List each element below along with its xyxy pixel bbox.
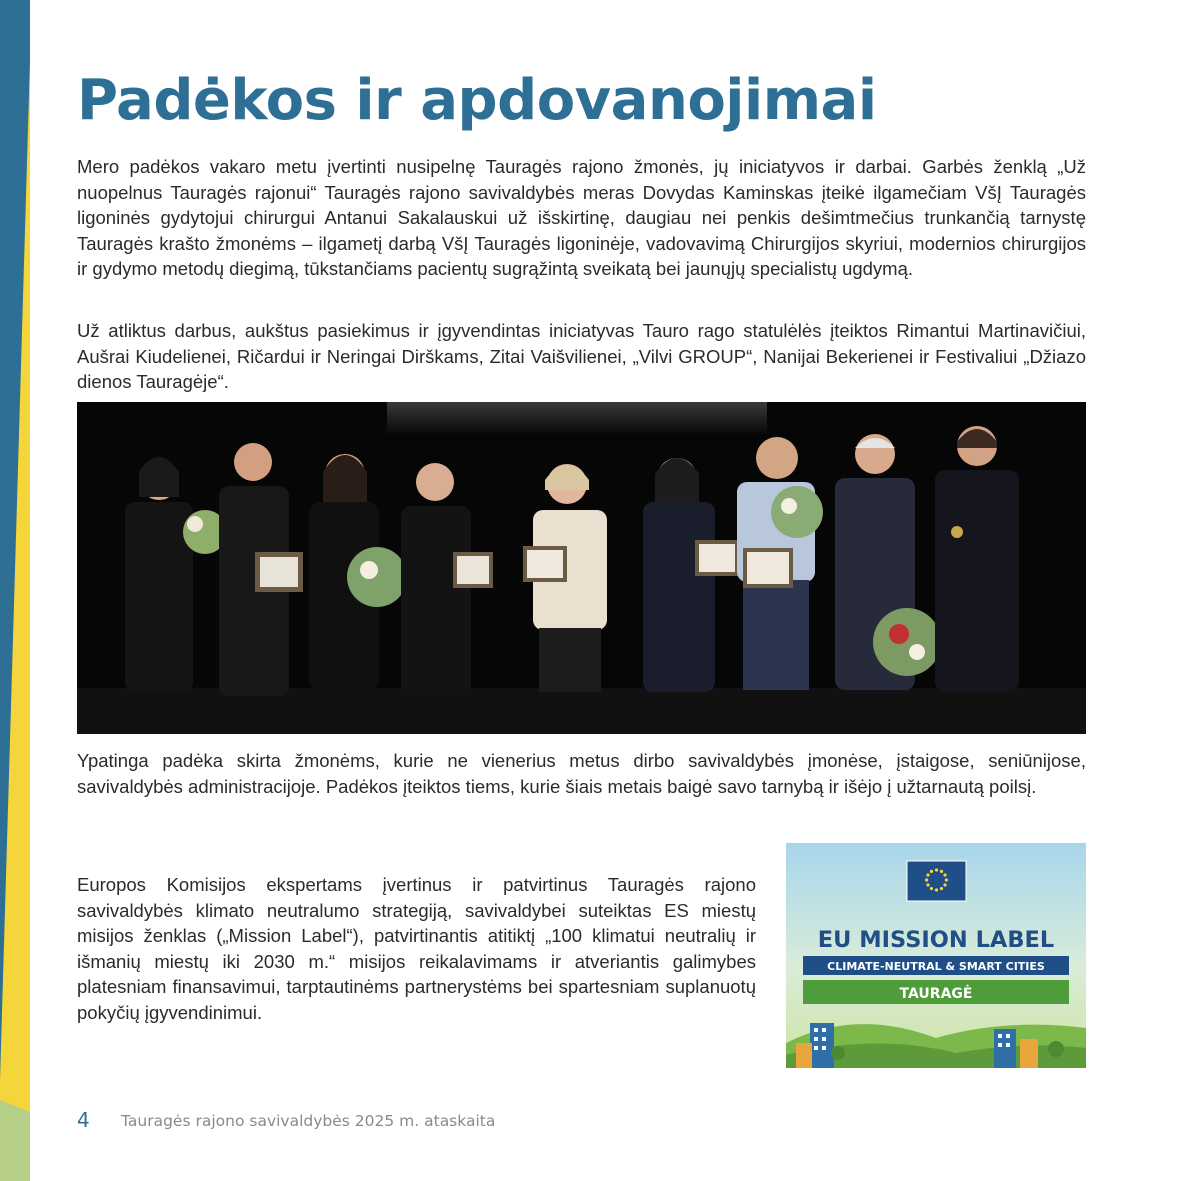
page-title: Padėkos ir apdovanojimai: [77, 68, 877, 133]
eu-flag-icon: [907, 861, 966, 901]
award-ceremony-photo: [77, 402, 1086, 734]
eu-label-heading: EU MISSION LABEL: [817, 927, 1055, 953]
paragraph-mission-label: Europos Komisijos ekspertams įvertinus ir patvirtinus Tauragės rajono savivaldybės klimato neutralumo strategiją, savivaldybei suteiktas ES miestų misijos ženklas („Mission Label“), patvirtinantis atitiktį „100 klimatui neutralių ir išmanių miestų iki 2030 m.“ misijos reikalavimams ir atveriantis galimybes platesniam finansavimui, tarptautinėms partnerystėms bei spartesniam suplanuotų pokyčių įgyvendinimui.: [77, 874, 756, 1023]
paragraph-gratitude: Ypatinga padėka skirta žmonėms, kurie ne vienerius metus dirbo savivaldybės įmonėse, įstaigose, seniūnijose, savivaldybės administracijoje. Padėkos įteiktos tiems, kurie šiais metais baigė savo tarnybą ir išėjo į užtarnautą poilsį.: [77, 750, 1086, 797]
eu-mission-label-badge: [786, 843, 1086, 1068]
page-number: 4: [77, 1108, 90, 1132]
paragraph-honors: Mero padėkos vakaro metu įvertinti nusipelnę Tauragės rajono žmonės, jų iniciatyvos ir darbai. Garbės ženklą „Už nuopelnus Tauragės rajonui“ Tauragės rajono savivaldybės meras Dovydas Kaminskas įteikė ilgamečiam VšĮ Tauragės ligoninės gydytojui chirurgui Antanui Sakalauskui už išskirtinę, daugiau nei penkis dešimtmečius trunkančią tarnystę Tauragės krašto žmonėms – ilgametį darbą VšĮ Tauragės ligoninėje, vadovavimą Chirurgijos skyriui, modernios chirurgijos ir gydymo metodų diegimą, tūkstančiams pacientų sugrąžintą sveikatą bei jaunųjų specialistų ugdymą.: [77, 156, 1086, 279]
eu-label-subheading: CLIMATE-NEUTRAL & SMART CITIES: [827, 960, 1045, 973]
paragraph-awards: Už atliktus darbus, aukštus pasiekimus ir įgyvendintas iniciatyvas Tauro rago statulėlės įteiktos Rimantui Martinavičiui, Aušrai Kiudelienei, Ričardui ir Neringai Dirškams, Zitai Vaišvilienei, „Vilvi GROUP“, Nanijai Bekerienei ir Festivaliui „Džiazo dienos Tauragėje“.: [77, 320, 1086, 392]
eu-label-city: TAURAGĖ: [899, 986, 973, 1002]
footer-publication-title: Tauragės rajono savivaldybės 2025 m. ataskaita: [121, 1112, 496, 1130]
side-color-band: [0, 0, 30, 1181]
